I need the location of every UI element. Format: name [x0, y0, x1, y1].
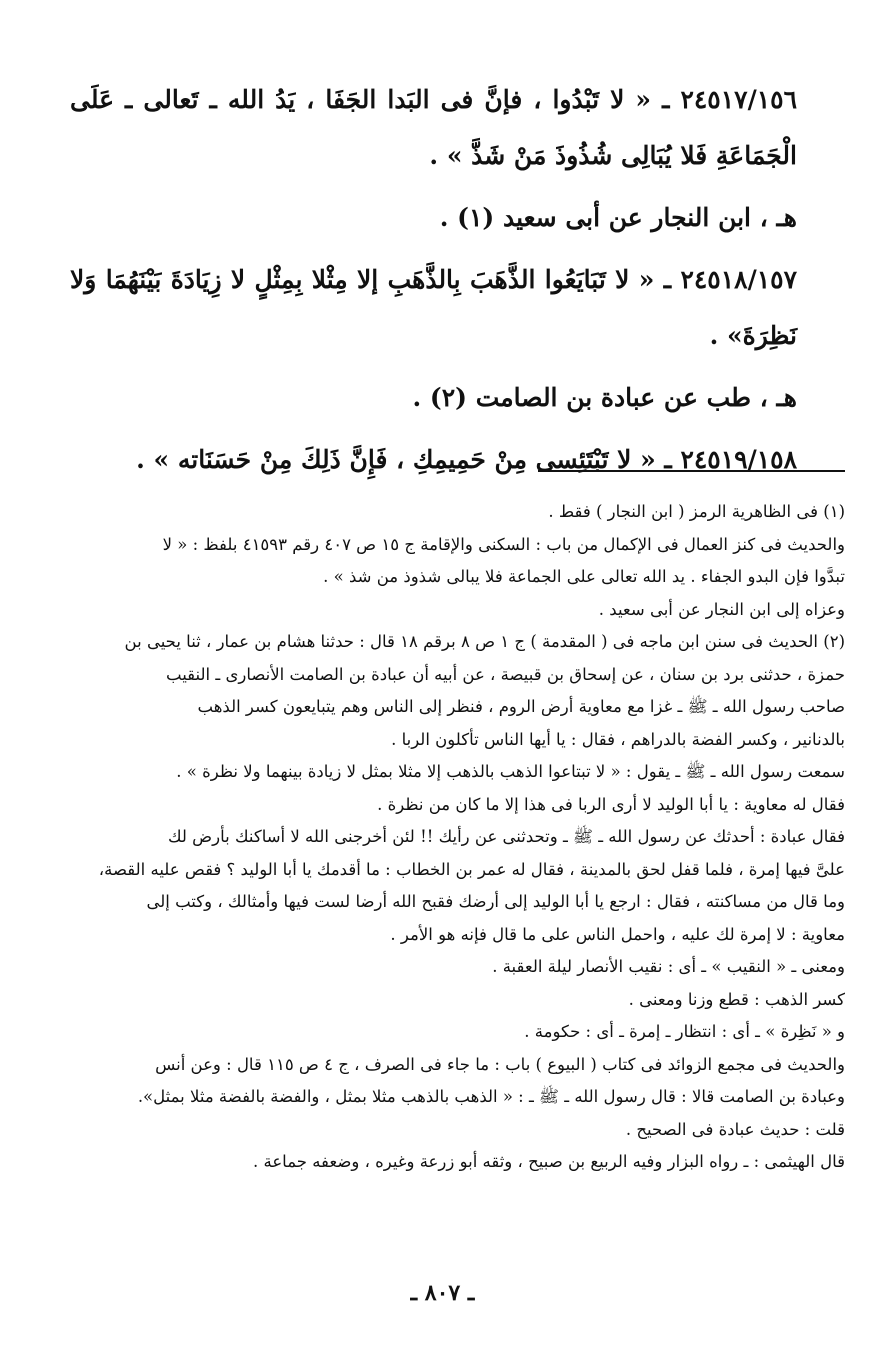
hadith-156-line-2: يُبَالِى شُذُوذَ مَنْ شَذَّ » . — [429, 141, 672, 170]
footnote-2-line: بالدنانير ، وكسر الفضة بالدراهم ، فقال : يا أيها الناس تأكلون الربا . — [391, 729, 845, 749]
footnote-2-line: ومعنى ـ « النقيب » ـ أى : نقيب الأنصار ليلة العقبة . — [492, 957, 845, 976]
footnote-2-line: وعبادة بن الصامت قالا : قال رسول الله ـ ﷺ ـ : « الذهب بالذهب مثلا بمثل ، والفضة بالفضة مثلا بمثل». — [137, 1087, 845, 1106]
footnote-2-line: قال الهيثمى : ـ رواه البزار وفيه الربيع بن صبيح ، وثقه أبو زرعة وغيره ، وضعفه جماعة . — [253, 1152, 845, 1171]
hadith-156-line-1: ٢٤٥١٧/١٥٦ ـ « لا تَبْدُوا ، فإنَّ فى البَدا الجَفَا ، يَدُ الله ـ تَعالى ـ عَلَى الْجَمَاعَةِ فَلا — [70, 85, 797, 170]
main-text — [70, 72, 797, 494]
footnote-2-line: معاوية : لا إمرة لك عليه ، واحمل الناس على ما قال فإنه هو الأمر . — [390, 924, 845, 944]
footnotes — [60, 496, 845, 1179]
footnote-2-line: حمزة ، حدثنى برد بن سنان ، عن إسحاق بن قبيصة ، عن أبيه أن عبادة بن الصامت الأنصارى ـ النقيب — [166, 664, 845, 684]
footnote-2-line: صاحب رسول الله ـ ﷺ ـ غزا مع معاوية أرض الروم ، فنظر إلى الناس وهم يتبايعون كسر الذهب — [197, 697, 845, 716]
hadith-156-source: هـ ، ابن النجار عن أبى سعيد (١) . — [439, 203, 797, 232]
hadith-157-line-2: نَظِرَةَ» . — [709, 321, 797, 350]
footnote-2-line: سمعت رسول الله ـ ﷺ ـ يقول : « لا تبتاعوا الذهب بالذهب إلا مثلا بمثل لا زيادة بينهما ولا نظرة » . — [176, 762, 845, 781]
footnote-2-line: و « نَظِرة » ـ أى : انتظار ـ إمرة ـ أى : حكومة . — [524, 1022, 845, 1041]
hadith-157 — [70, 252, 797, 364]
footnote-2-line: علىَّ فيها إمرة ، فلما قفل لحق بالمدينة ، فقال له عمر بن الخطاب : ما أقدمك يا أبا الوليد ؟ فقص عليه القصة، — [98, 859, 845, 879]
footnote-1-line: (١) فى الظاهرية الرمز ( ابن النجار ) فقط . — [548, 502, 845, 521]
footnote-1-line: تبدَّوا فإن البدو الجفاء . يد الله تعالى على الجماعة فلا يبالى شذوذ من شذ » . — [323, 567, 845, 586]
hadith-156 — [70, 72, 797, 184]
footnote-2-line: فقال له معاوية : يا أبا الوليد لا أرى الربا فى هذا إلا ما كان من نظرة . — [377, 794, 845, 814]
footnote-separator — [538, 470, 845, 472]
hadith-157-source: هـ ، طب عن عبادة بن الصامت (٢) . — [412, 383, 797, 412]
footnote-2-line: كسر الذهب : قطع وزنا ومعنى . — [628, 989, 845, 1009]
footnote-2-line: وما قال من مساكنته ، فقال : ارجع يا أبا الوليد إلى أرضك فقبح الله أرضا لست فيها وأمثالك ، وكتب إلى — [146, 892, 845, 911]
footnote-2-line: (٢) الحديث فى سنن ابن ماجه فى ( المقدمة ) ج ١ ص ٨ برقم ١٨ قال : حدثنا هشام بن عمار ، ثنا يحيى بن — [124, 632, 845, 651]
page-number: ـ ٨٠٧ ـ — [410, 1280, 475, 1306]
footnote-1-line: وعزاه إلى ابن النجار عن أبى سعيد . — [598, 599, 845, 619]
footnote-2-line: فقال عبادة : أحدثك عن رسول الله ـ ﷺ ـ وتحدثنى عن رأيك !! لئن أخرجنى الله لا أساكنك بأرض لك — [168, 827, 845, 846]
footnote-2-line: قلت : حديث عبادة فى الصحيح . — [625, 1119, 845, 1139]
footnote-1-line: والحديث فى كنز العمال فى الإكمال من باب : السكنى والإقامة ج ١٥ ص ٤٠٧ رقم ٤١٥٩٣ بلفظ : « لا — [162, 534, 845, 554]
hadith-157-line-1: ٢٤٥١٨/١٥٧ ـ « لا تَبَايَعُوا الذَّهَبَ بِالذَّهَبِ إلا مِثْلا بِمِثْلٍ لا زِيَادَةَ بَيْنَهُمَا وَلا — [70, 265, 797, 294]
footnote-2-line: والحديث فى مجمع الزوائد فى كتاب ( البيوع ) باب : ما جاء فى الصرف ، ج ٤ ص ١١٥ قال : وعن أنس — [155, 1054, 845, 1074]
hadith-158: ٢٤٥١٩/١٥٨ ـ « لا تَبْتَئِسى مِنْ حَمِيمِكِ ، فَإِنَّ ذَلِكَ مِنْ حَسَنَاته » . — [136, 445, 797, 474]
